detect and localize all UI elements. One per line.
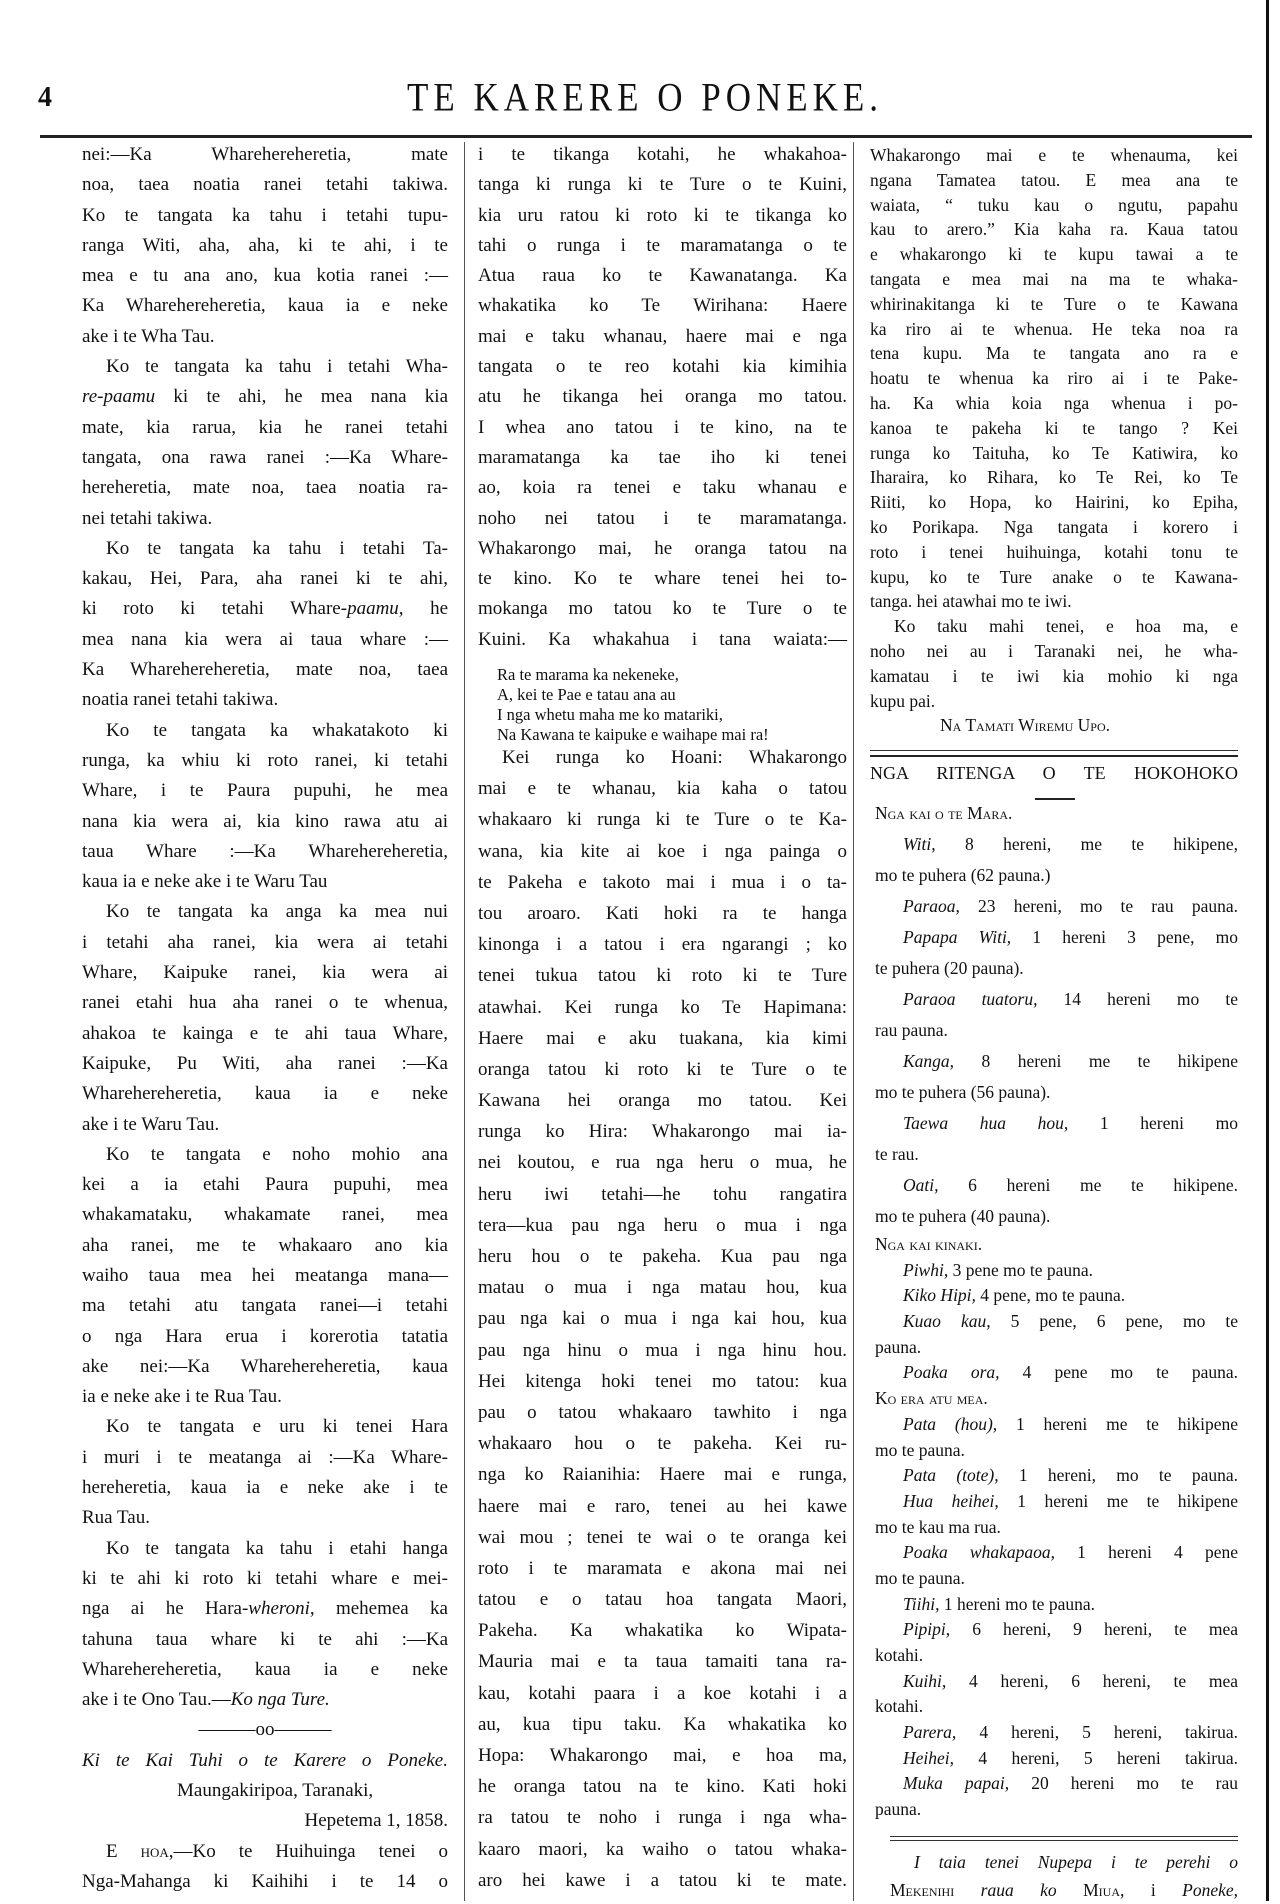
text-segment: Kiko Hipi, (903, 1285, 976, 1306)
text-segment: Poneke, (1182, 1880, 1238, 1900)
text-line: ki te ahi ki roto ki tetahi whare e mei- (82, 1567, 448, 1589)
text-line: I whea ano tatou i te kino, na te (478, 416, 847, 438)
text-line (82, 382, 448, 412)
text-line: Ko taku mahi tenei, e hoa ma, e (894, 616, 1238, 637)
text-line (82, 1746, 448, 1776)
text-segment: 1 hereni 4 pene (1054, 1542, 1238, 1563)
text-line: atawhai. Kei runga ko Te Hapimana: (478, 996, 847, 1018)
text-line: kau, kotahi paara i a koe kotahi i a (478, 1682, 847, 1704)
text-line: Whakarongo mai e te whenauma, kei (870, 145, 1238, 165)
text-segment: 1 hereni mo (1068, 1113, 1238, 1133)
text-line: i te tikanga kotahi, he whakahoa- (478, 144, 847, 165)
text-segment: , i (1120, 1880, 1183, 1900)
text-line: I nga whetu maha me ko matariki, (497, 705, 723, 724)
text-line: Kei runga ko Hoani: Whakarongo (502, 747, 847, 768)
text-line: Pakeha. Ka whakatika ko Wipata- (478, 1620, 847, 1642)
text-segment: Paraoa tuatoru, (903, 989, 1038, 1009)
text-line: ka riro ai te whenua. He teka noa ra (870, 318, 1238, 339)
text-line: ia e neke ake i te Rua Tau. (82, 1386, 282, 1408)
text-line: noho nei au i Taranaki nei, he wha- (870, 640, 1238, 661)
page-number: 4 (38, 82, 52, 113)
column-divider (464, 142, 465, 1901)
text-line: tenei tukua tatou ki roto ki te Ture (478, 965, 847, 987)
text-segment: Kuao kau, (903, 1311, 991, 1332)
text-line: nei koutou, e rua nga heru o mua, he (478, 1152, 847, 1174)
text-line (875, 1540, 1238, 1566)
text-line: i tetahi aha ranei, kia wera ai tetahi (82, 931, 448, 953)
text-segment: Kuihi, (903, 1670, 947, 1691)
text-line: ahakoa te kainga e te ahi taua Whare, (82, 1022, 448, 1044)
column-2-poem (497, 665, 847, 745)
text-line: ngana Tamatea tatou. E mea ana te (870, 169, 1238, 190)
text-line: A, kei te Pae e tatau ana au (497, 685, 676, 704)
text-line: atu he tikanga hei oranga mo tatou. (478, 386, 847, 408)
text-line: Hei kitenga hoki tenei mo tatou: kua (478, 1370, 847, 1392)
text-line: aha ranei, me te whakaaro ano kia (82, 1234, 448, 1256)
text-line: kau to arero.” Kia kaha ra. Kaua tatou (870, 219, 1238, 240)
text-line: Ko te tangata e uru ki tenei Hara (106, 1416, 448, 1438)
text-line: tangata o te reo kotahi kia kimihia (478, 356, 847, 378)
text-segment: E (106, 1840, 141, 1862)
text-line: i muri i te meatanga ai :—Ka Whare- (82, 1446, 448, 1468)
text-line: Ka Wharehereheretia, kaua ia e neke (82, 295, 448, 317)
text-line: au, kua tipu taku. Ka whakatika ko (478, 1713, 847, 1735)
text-segment: 14 hereni mo te (1037, 989, 1238, 1009)
text-segment: 1 hereni me te hikipene (997, 1413, 1238, 1434)
text-line (875, 1669, 1238, 1695)
text-line: Na Kawana te kaipuke e waihape mai ra! (497, 725, 769, 744)
text-segment: 1 hereni me te hikipene (998, 1490, 1238, 1511)
text-segment: ki te ahi, he mea nana kia (155, 386, 448, 408)
text-line: kupu pai. (870, 690, 936, 711)
text-line: roto i te maramata e akona mai nei (478, 1557, 847, 1579)
column-3-letter (870, 143, 1238, 738)
text-line: whakamataku, whakamate ranei, mea (82, 1204, 448, 1226)
text-line: te puhera (20 pauna). (875, 958, 1024, 978)
text-segment: Ko era atu mea. (875, 1388, 988, 1409)
text-segment: ake i te Ono Tau.— (82, 1689, 231, 1711)
text-line (875, 1046, 1238, 1077)
text-line: waiho taua mea hei meatanga mana— (82, 1264, 448, 1286)
text-line: ake nei:—Ka Wharehereheretia, kaua (82, 1355, 448, 1377)
text-line: pau nga hinu o mua i nga hinu hou. (478, 1339, 847, 1361)
text-line: kanoa te pakeha ki te tango ? Kei (870, 417, 1238, 438)
text-line: Hepetema 1, 1858. (304, 1810, 448, 1832)
text-segment: 5 pene, 6 pene, mo te (990, 1311, 1238, 1332)
text-line: ma tetahi atu tangata ranei—i tetahi (82, 1295, 448, 1317)
text-line: Whare, i te Paura pupuhi, he mea (82, 780, 448, 802)
section-rule (870, 750, 1238, 757)
text-line (875, 1386, 1238, 1412)
text-line: nga ko Raianihia: Haere mai e runga, (478, 1464, 847, 1486)
text-line: kaua ia e neke ake i te Waru Tau (82, 871, 328, 893)
text-line: ko Porikapa. Nga tangata i korero i (870, 516, 1238, 537)
text-line: mo te puhera (62 pauna.) (875, 865, 1051, 885)
text-line (875, 1258, 1238, 1284)
text-line: tena kupu. Ma te tangata ano ra e (870, 343, 1238, 364)
page-edge-bar (1266, 0, 1269, 1901)
text-line (875, 1463, 1238, 1489)
text-line (890, 1876, 1238, 1904)
text-line: tahuna taua whare ki te ahi :—Ka (82, 1628, 448, 1650)
text-segment: Parera, (903, 1722, 957, 1743)
text-line (875, 922, 1238, 953)
text-line: pau o tatou whakaaro tawhito i nga (478, 1401, 847, 1423)
text-segment: Witi, (903, 834, 936, 854)
text-line (875, 1617, 1238, 1643)
text-line (875, 1360, 1238, 1386)
text-line: Hopa: Whakarongo mai, e hoa ma, (478, 1745, 847, 1766)
text-line: Ko te tangata ka whakatakoto ki (106, 719, 448, 741)
text-segment: nga ai he Hara- (82, 1598, 249, 1620)
text-line: whakatika ko Te Wirihana: Haere (478, 295, 847, 317)
text-line: Rua Tau. (82, 1507, 150, 1529)
text-segment: wheroni (248, 1598, 310, 1620)
newspaper-title: TE KARERE O PONEKE. (406, 75, 884, 120)
text-segment: 6 hereni, 9 hereni, te mea (950, 1619, 1238, 1640)
text-line (875, 1592, 1238, 1618)
text-line: wana, kia kite ai koe i nga painga o (478, 840, 847, 862)
text-line (875, 1170, 1238, 1201)
text-line: whakaaro hou o te pakeha. Kei ru- (478, 1433, 847, 1455)
text-line: nei:—Ka Wharehereheretia, mate (82, 144, 448, 165)
text-line: te rau. (875, 1144, 919, 1164)
text-line: Ko te tangata ka tahu i tetahi Wha- (106, 356, 448, 378)
text-line: matau o mua i nga matau hou, kua (478, 1277, 847, 1299)
text-line (875, 1720, 1238, 1746)
text-line: tangata e mea mai na ma te whaka- (870, 268, 1238, 289)
text-segment: Oati, (903, 1175, 939, 1195)
text-line (875, 1489, 1238, 1515)
text-line: Wharehereheretia, kaua ia e neke (82, 1658, 448, 1680)
text-segment: Pata (tote), (903, 1465, 999, 1486)
text-segment: 20 hereni mo te rau (1009, 1773, 1238, 1794)
text-line: mai e taku whanau, haere mai e nga (478, 325, 847, 347)
text-line: Maungakiripoa, Taranaki, (177, 1780, 374, 1802)
text-line: ranei etahi hua aha ranei o te whenua, (82, 992, 448, 1014)
text-line: hoatu te whenua ka riro ai i te Pake- (870, 368, 1238, 389)
text-line: Kawana hei oranga mo tatou. Kei (478, 1090, 847, 1112)
text-segment: paamu (347, 598, 399, 620)
text-segment: Heihei, (903, 1747, 955, 1768)
text-line: mo te pauna. (875, 1439, 965, 1460)
text-line: whakaaro ki runga ki te Ture o te Ka- (478, 809, 847, 831)
text-segment: hoa (140, 1840, 169, 1862)
text-line: tatou e o tatau hoa tangata Maori, (478, 1589, 847, 1611)
text-line: mai e te whanau, kia kaha o tatou (478, 778, 847, 800)
text-segment: Ko nga Ture. (230, 1689, 330, 1711)
text-line (875, 829, 1238, 860)
text-line: pauna. (875, 1336, 922, 1357)
text-segment: Tiihi, (903, 1593, 940, 1614)
text-line: nana kia wera ai, kia kino rawa atu ai (82, 810, 448, 832)
text-line: ake i te Wha Tau. (82, 325, 215, 347)
text-segment: Ki te Kai Tuhi o te Karere o Poneke. (82, 1749, 448, 1771)
text-line (875, 1232, 1238, 1258)
text-segment: Taewa hua hou, (903, 1113, 1069, 1133)
text-line: whirinakitanga ki te Ture o te Kawana (870, 293, 1238, 314)
text-line: Ko te tangata e noho mohio ana (106, 1143, 448, 1165)
text-line: kakau, Hei, Para, aha ranei ki te ahi, (82, 568, 448, 590)
text-line: ake i te Waru Tau. (82, 1113, 220, 1135)
text-segment: 3 pene mo te pauna. (948, 1259, 1094, 1280)
text-segment: 8 hereni me te hikipene (954, 1051, 1238, 1071)
text-segment: 1 hereni mo te pauna. (939, 1593, 1095, 1614)
text-line: hereheretia, mate noa, taea noatia ra- (82, 477, 448, 499)
text-segment: Paraoa, (903, 896, 960, 916)
text-line: oranga tatou ki roto ki te Ture o te (478, 1058, 847, 1080)
price-list-heading: NGA RITENGA O TE HOKOHOKO (870, 763, 1238, 783)
text-line: Haere mai e aku tuakana, kia kimi (478, 1027, 847, 1049)
text-line: Wharehereheretia, kaua ia e neke (82, 1083, 448, 1105)
text-line: mea nana kia wera ai taua whare :— (82, 628, 448, 650)
text-line: e whakarongo ki te kupu tawai a te (870, 244, 1238, 265)
text-line: rau pauna. (875, 1020, 948, 1040)
text-line (875, 798, 1238, 829)
text-line: Ko te tangata ka tahu i tetahi tupu- (82, 204, 448, 226)
text-line: kupu, ko te Ture anake o te Kawana- (870, 566, 1238, 587)
text-line: te kino. Ko te whare tenei hei to- (478, 568, 847, 590)
footer-rule (890, 1836, 1238, 1841)
text-line (875, 1746, 1238, 1772)
text-line (82, 1594, 448, 1624)
text-segment: 1 hereni 3 pene, mo (1011, 927, 1239, 947)
text-line: kamatau i te iwi kia mohio ki nga (870, 665, 1238, 686)
text-line: kei a ia etahi Paura pupuhi, mea (82, 1174, 448, 1196)
text-line: Whare, Kaipuke ranei, kia wera ai (82, 962, 448, 984)
text-segment: Miua (1083, 1880, 1120, 1900)
text-line: Kuini. Ka whakahua i tana waiata:— (478, 628, 847, 650)
text-line: tanga ki runga ki te Ture o te Kuini, (478, 174, 847, 196)
text-line: tou aroaro. Kati hoki ra te hanga (478, 902, 847, 924)
text-line: Ra te marama ka nekeneke, (497, 665, 679, 684)
text-line: aro hei kawe i a tatou ki te mate. (478, 1869, 847, 1891)
text-line (82, 1685, 448, 1715)
header-rule (40, 135, 1252, 138)
text-line (870, 713, 1238, 738)
text-segment: Na Tamati Wiremu Upo. (940, 715, 1111, 736)
text-line: wai mou ; tenei te wai o te oranga kei (478, 1526, 847, 1548)
text-segment: 4 hereni, 6 hereni, te mea (946, 1670, 1238, 1691)
text-line: mate, kia rarua, kia he ranei tetahi (82, 416, 448, 438)
text-segment: 4 pene mo te pauna. (999, 1362, 1238, 1383)
text-line: tera—kua pau nga heru o mua i nga (478, 1214, 847, 1236)
text-segment: Nga kai o te Mara. (875, 803, 1013, 823)
column-divider (853, 142, 854, 1901)
text-line (875, 1283, 1238, 1309)
text-line: mo te kau ma rua. (875, 1516, 1001, 1537)
text-line: ranga Witi, aha, aha, ki te ahi, i te (82, 234, 448, 256)
text-segment: , he (398, 598, 448, 620)
text-line: tahi o runga i te maramatanga o te (478, 234, 847, 256)
text-line: roto i tenei huihuinga, kotahi tonu te (870, 541, 1238, 562)
text-line: kaaro maori, ka waiho o tatou whaka- (478, 1838, 847, 1860)
text-line: runga ko Hira: Whakarongo mai ia- (478, 1121, 847, 1143)
text-segment: 1 hereni, mo te pauna. (998, 1465, 1238, 1486)
text-segment: Hua heihei, (903, 1490, 999, 1511)
text-segment: 4 pene, mo te pauna. (975, 1285, 1126, 1306)
text-line (890, 1848, 1238, 1876)
text-segment: Kanga, (903, 1051, 955, 1071)
text-line: Ka Wharehereheretia, mate noa, taea (82, 659, 448, 681)
imprint (890, 1848, 1238, 1904)
column-2-top (478, 140, 847, 655)
text-line: Whakarongo mai, he oranga tatou na (478, 537, 847, 559)
text-line: mo te puhera (40 pauna). (875, 1206, 1051, 1226)
text-line: Atua raua ko te Kawanatanga. Ka (478, 265, 847, 287)
text-line (875, 1412, 1238, 1438)
text-line: mo te pauna. (875, 1567, 965, 1588)
text-segment: 4 hereni, 5 hereni, takirua. (956, 1722, 1238, 1743)
text-line: Riiti, ko Hopa, ko Hairini, ko Epiha, (870, 492, 1238, 513)
text-line: hereheretia, kaua ia e neke ake i te (82, 1477, 448, 1499)
text-line: Kaipuke, Pu Witi, aha ranei :—Ka (82, 1052, 448, 1074)
text-segment: ki roto ki tetahi Whare- (82, 598, 348, 620)
text-line: kinonga i a tatou i era ngarangi ; ko (478, 934, 847, 956)
text-line: noatia ranei tetahi takiwa. (82, 689, 279, 711)
price-list (875, 798, 1238, 1823)
text-segment: 8 hereni, me te hikipene, (935, 834, 1238, 854)
text-line: noho nei tatou i te maramatanga. (478, 507, 847, 529)
text-line: Ko te tangata ka tahu i tetahi Ta- (106, 537, 448, 559)
text-segment: Papapa Witi, (903, 927, 1012, 947)
text-line: runga ko Taituha, ko Te Katiwira, ko (870, 442, 1238, 463)
text-line (875, 1771, 1238, 1797)
text-line: mo te puhera (56 pauna). (875, 1082, 1051, 1102)
text-line: maramatanga ka tae iho ki tenei (478, 446, 847, 468)
text-line: ao, koia ra tenei e taku whanau e (478, 477, 847, 499)
text-segment: I taia tenei Nupepa i te perehi o (914, 1852, 1238, 1872)
text-line: runga, ka whiu ki roto ranei, ki tetahi (82, 749, 448, 771)
text-line: heru iwi tetahi—he tohu rangatira (478, 1183, 847, 1205)
text-segment: 23 hereni, mo te rau pauna. (959, 896, 1238, 916)
text-segment: , mehemea ka (309, 1598, 448, 1620)
text-line: he oranga tatou na te kino. Kati hoki (478, 1776, 847, 1798)
text-line: tangata, ona rawa ranei :—Ka Whare- (82, 446, 448, 468)
text-line (875, 891, 1238, 922)
text-line: Ko te tangata ka anga ka mea nui (106, 901, 448, 923)
text-segment: Poaka ora, (903, 1362, 1000, 1383)
text-segment: re-paamu (82, 386, 156, 408)
text-segment: Pipipi, (903, 1619, 951, 1640)
text-line: heru hou o te pakeha. Kua pau nga (478, 1246, 847, 1267)
text-line: mea e tu ana ano, kua kotia ranei :— (82, 265, 448, 287)
text-line: kia uru ratou ki roto ki te tikanga ko (478, 204, 847, 226)
text-segment: 6 hereni me te hikipene. (938, 1175, 1238, 1195)
text-line: taua Whare :—Ka Wharehereheretia, (82, 840, 448, 862)
text-line: noa, taea noatia ranei tetahi takiwa. (82, 174, 448, 196)
text-line: Nga-Mahanga ki Kaihihi i te 14 o (82, 1870, 448, 1892)
text-line: mokanga mo tatou ko te Ture o te (478, 598, 847, 620)
text-line: haere mai e raro, tenei au hei kawe (478, 1495, 847, 1517)
text-line: pauna. (875, 1799, 922, 1820)
text-segment: Mekenihi (890, 1880, 955, 1900)
text-segment: ,—Ko te Huihuinga tenei o (168, 1840, 448, 1862)
text-line: ha. Ka whia koia nga whenua i po- (870, 392, 1238, 413)
column-1 (82, 140, 448, 1897)
text-segment: Piwhi, (903, 1259, 949, 1280)
text-line: Iharaira, ko Rihara, ko Te Rei, ko Te (870, 467, 1238, 488)
text-line: ra tatou te noho i runga i nga wha- (478, 1807, 847, 1829)
text-segment: Poaka whakapaoa, (903, 1542, 1055, 1563)
text-line (875, 984, 1238, 1015)
text-line: kotahi. (875, 1645, 924, 1665)
text-line: te Pakeha e takoto mai i mua i o ta- (478, 871, 847, 893)
column-2-bottom (478, 742, 847, 1896)
text-line: kotahi. (875, 1696, 924, 1717)
text-segment: 4 hereni, 5 hereni takirua. (954, 1747, 1238, 1768)
text-line: tanga. hei atawhai mo te iwi. (870, 591, 1072, 612)
text-segment: Muka papai, (903, 1773, 1010, 1794)
text-segment: raua ko (954, 1880, 1084, 1900)
text-line: Mauria mai e ta taua tamaiti tana ra- (478, 1651, 847, 1673)
text-line (875, 1309, 1238, 1335)
text-line: nei tetahi takiwa. (82, 507, 213, 529)
text-line: ———oo——— (198, 1719, 332, 1741)
text-line: o nga Hara erua i korerotia tatatia (82, 1325, 448, 1347)
text-line: pau nga kai o mua i nga kai hou, kua (478, 1308, 847, 1330)
text-segment: Pata (hou), (903, 1413, 998, 1434)
text-line (82, 594, 448, 624)
text-line (82, 1837, 448, 1867)
text-line (875, 1108, 1238, 1139)
text-segment: Nga kai kinaki. (875, 1234, 983, 1254)
text-line: Ko te tangata ka tahu i etahi hanga (106, 1537, 448, 1559)
text-line: waiata, “ tuku kau o ngutu, papahu (870, 194, 1238, 215)
